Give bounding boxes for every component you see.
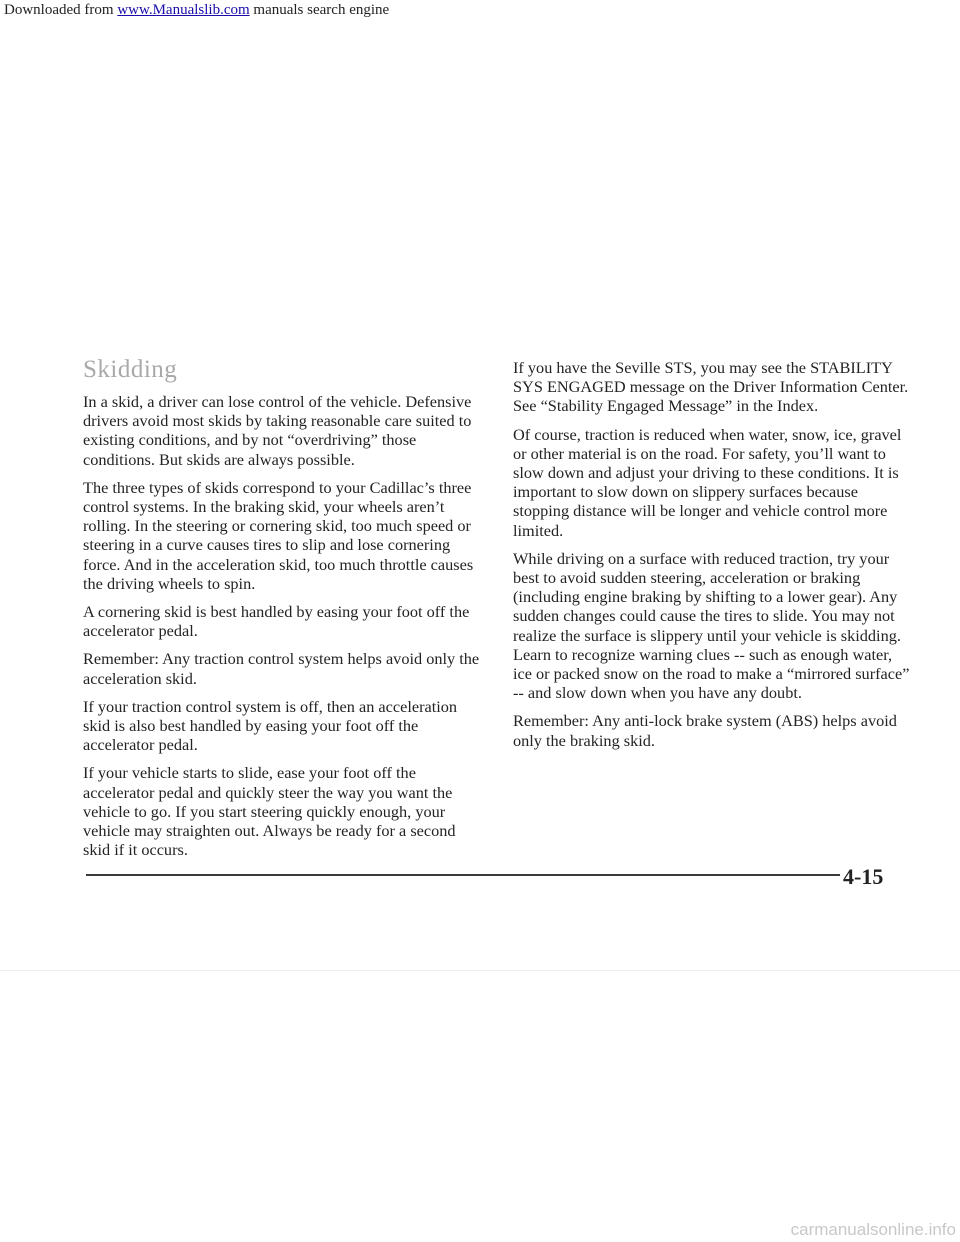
paragraph-traction-control: Remember: Any traction control system helps avoid only the acceleration skid.	[83, 649, 480, 688]
paragraph-stability-message: If you have the Seville STS, you may see the STABILITY SYS ENGAGED message on the Driver Information Center. See “Stability Engaged Message” in the Index.	[513, 358, 909, 416]
section-heading: Skidding	[83, 356, 178, 383]
download-suffix: manuals search engine	[253, 2, 390, 18]
page-number: 4-15	[843, 864, 884, 889]
download-source-line	[4, 2, 389, 19]
manualslib-link[interactable]: www.Manualslib.com	[117, 2, 250, 18]
right-column	[513, 358, 913, 759]
paragraph-abs: Remember: Any anti-lock brake system (ABS) helps avoid only the braking skid.	[513, 711, 897, 750]
paragraph-skid-intro: In a skid, a driver can lose control of the vehicle. Defensive drivers avoid most skids by taking reasonable care suited to existing conditions, and by not “overdriving” those conditions. But skids are always possible.	[83, 392, 472, 469]
paragraph-skid-types: The three types of skids correspond to your Cadillac’s three control systems. In the braking skid, your wheels aren’t rolling. In the steering or cornering skid, too much speed or steering in a curve causes tires to slip and lose cornering force. And in the acceleration skid, too much throttle causes the driving wheels to spin.	[83, 477, 474, 593]
paragraph-traction-off: If your traction control system is off, then an acceleration skid is also best handled by easing your foot off the accelerator pedal.	[83, 696, 458, 755]
paragraph-reduced-traction: Of course, traction is reduced when water, snow, ice, gravel or other material is on the road. For safety, you’ll want to slow down and adjust your driving to these conditions. It is important to slow down on slippery surfaces because stopping distance will be longer and vehicle control more limited.	[513, 424, 902, 540]
paragraph-cornering-skid: A cornering skid is best handled by easing your foot off the accelerator pedal.	[83, 602, 470, 641]
page-bottom-rule	[0, 970, 960, 971]
download-prefix: Downloaded from	[4, 2, 114, 18]
paragraph-vehicle-slide: If your vehicle starts to slide, ease your foot off the accelerator pedal and quickly steer the way you want the vehicle to go. If you start steering quickly enough, your vehicle may straighten out. Always be ready for a second skid if it occurs.	[83, 763, 456, 860]
paragraph-sudden-changes: While driving on a surface with reduced traction, try your best to avoid sudden steering, acceleration or braking (including engine braking by shifting to a lower gear). Any sudden changes could cause the tires to slide. You may not realize the surface is slippery until your vehicle is skidding. Learn to recognize warning clues -- such as enough water, ice or packed snow on the road to make a “mirrored surface” -- and slow down when you have any doubt.	[513, 548, 910, 703]
footer-rule	[86, 874, 840, 876]
watermark: carmanualsonline.info	[790, 1220, 956, 1239]
left-column	[83, 356, 483, 868]
